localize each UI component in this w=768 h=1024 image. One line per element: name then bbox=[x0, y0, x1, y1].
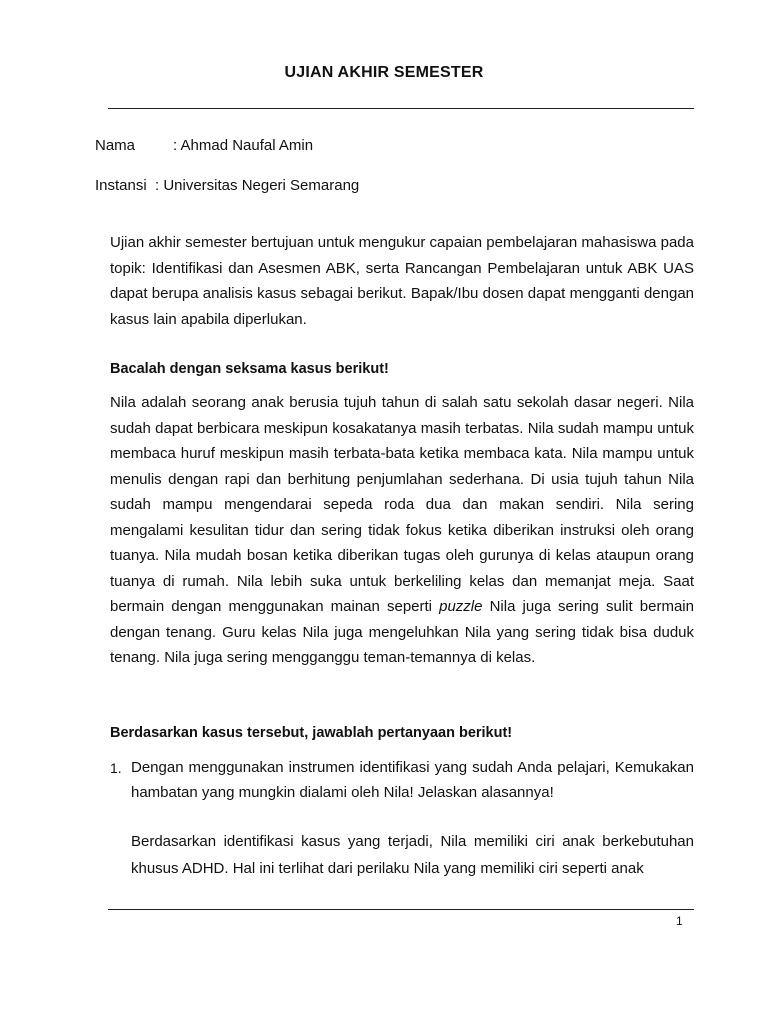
question-1-text: Dengan menggunakan instrumen identifikasi yang sudah Anda pelajari, Kemukakan hambatan yang mungkin dialami oleh Nila! Jelaskan alasannya! bbox=[131, 759, 694, 801]
case-text-part2: Nila juga sering sulit bermain dengan tenang. Guru kelas Nila juga mengeluhkan Nila yang sering tidak bisa duduk tenang. Nila juga sering mengganggu teman-temannya di kelas. bbox=[110, 598, 694, 666]
institution-info-row bbox=[95, 177, 359, 194]
header-divider bbox=[108, 108, 694, 109]
case-paragraph bbox=[110, 390, 694, 671]
document-title: UJIAN AKHIR SEMESTER bbox=[284, 64, 484, 81]
case-text-part1: Nila adalah seorang anak berusia tujuh tahun di salah satu sekolah dasar negeri. Nila sudah dapat berbicara meskipun kosakatanya masih terbatas. Nila sudah mampu untuk membaca huruf meskipun masih terbata-bata ketika membaca kata. Nila mampu untuk menulis dengan rapi dan berhitung penjumlahan sederhana. Di usia tujuh tahun Nila sudah mampu mengendarai sepeda roda dua dan makan sendiri. Nila sering mengalami kesulitan tidur dan sering tidak fokus ketika diberikan instruksi oleh orang tuanya. Nila mudah bosan ketika diberikan tugas oleh gurunya di kelas ataupun orang tuanya di rumah. Nila lebih suka untuk berkeliling kelas dan memanjat meja. Saat bermain dengan menggunakan mainan seperti bbox=[110, 394, 694, 615]
case-text-italic: puzzle bbox=[439, 598, 483, 615]
footer-divider bbox=[108, 909, 694, 910]
questions-heading: Berdasarkan kasus tersebut, jawablah pertanyaan berikut! bbox=[110, 725, 513, 741]
intro-paragraph: Ujian akhir semester bertujuan untuk mengukur capaian pembelajaran mahasiswa pada topik: Identifikasi dan Asesmen ABK, serta Rancangan Pembelajaran untuk ABK UAS dapat berupa analisis kasus sebagai berikut. Bapak/Ibu dosen dapat mengganti dengan kasus lain apabila diperlukan. bbox=[110, 234, 694, 328]
answer-1-paragraph: Berdasarkan identifikasi kasus yang terjadi, Nila memiliki ciri anak berkebutuhan khusus ADHD. Hal ini terlihat dari perilaku Nila yang memiliki ciri seperti anak bbox=[131, 833, 694, 877]
name-label: Nama bbox=[95, 137, 136, 154]
institution-label: Instansi bbox=[95, 177, 147, 194]
page-number: 1 bbox=[676, 914, 683, 928]
case-heading: Bacalah dengan seksama kasus berikut! bbox=[110, 361, 389, 377]
institution-value: : Universitas Negeri Semarang bbox=[155, 177, 360, 194]
name-value: : Ahmad Naufal Amin bbox=[173, 137, 314, 154]
question-1-number: 1. bbox=[110, 760, 122, 776]
name-info-row bbox=[95, 137, 313, 154]
